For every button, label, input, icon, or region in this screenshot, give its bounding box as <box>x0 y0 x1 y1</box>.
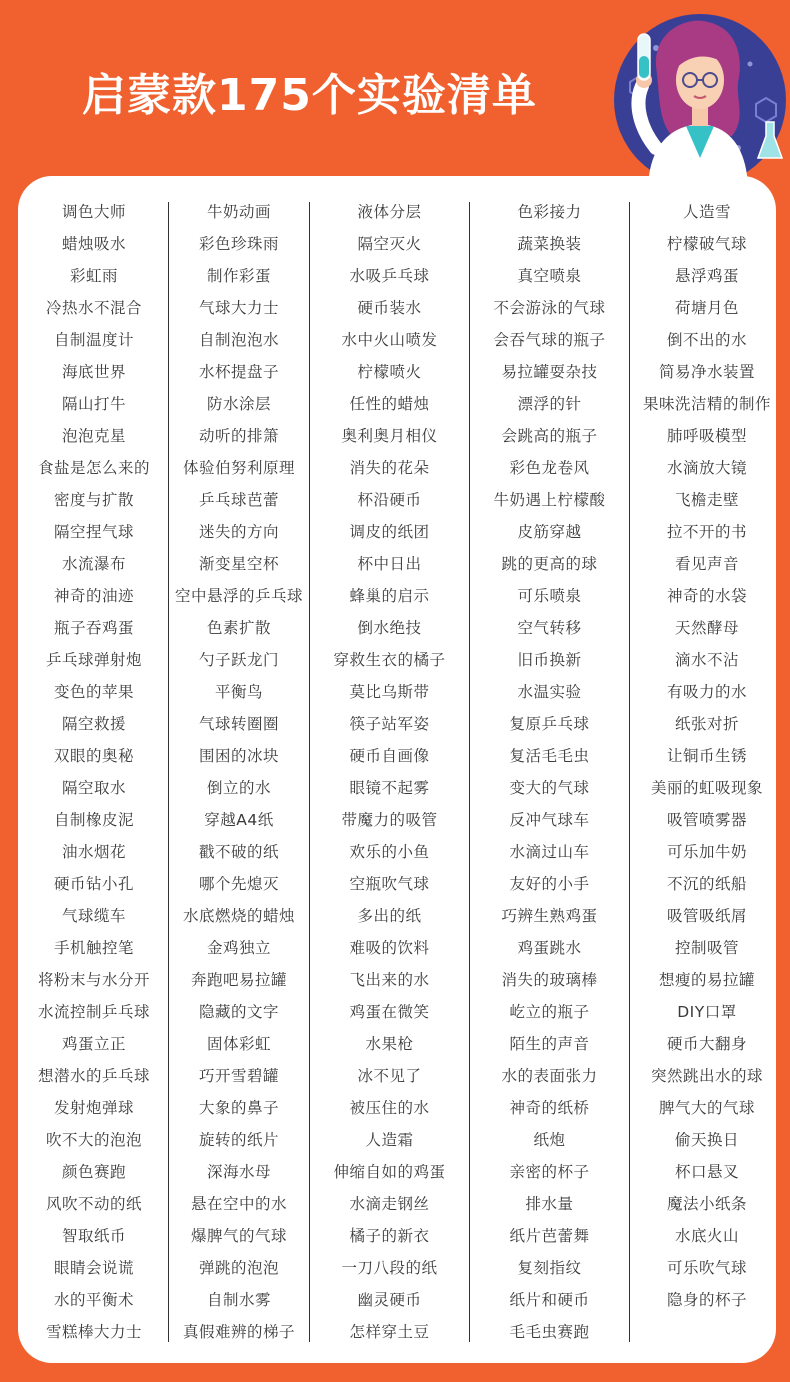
experiment-item: 奥利奥月相仪 <box>341 427 438 445</box>
experiment-item: 让铜币生锈 <box>666 747 747 765</box>
experiment-item: 蜡烛吸水 <box>61 235 126 253</box>
experiment-item: 飞出来的水 <box>349 971 430 989</box>
experiment-item: 巧开雪碧罐 <box>198 1067 279 1085</box>
experiment-item: 跳的更高的球 <box>501 555 598 573</box>
experiment-item: 哪个先熄灭 <box>198 875 279 893</box>
experiment-item: 调皮的纸团 <box>349 523 430 541</box>
experiment-item: 消失的玻璃棒 <box>501 971 598 989</box>
experiment-item: 空瓶吹气球 <box>349 875 430 893</box>
experiment-item: 迷失的方向 <box>198 523 279 541</box>
experiment-item: 智取纸币 <box>61 1227 126 1245</box>
experiment-item: 吸管吸纸屑 <box>666 907 747 925</box>
experiment-item: 真空喷泉 <box>517 267 582 285</box>
experiment-item: 冷热水不混合 <box>45 299 142 317</box>
experiment-column-5 <box>630 196 784 1348</box>
experiment-item: 隐藏的文字 <box>198 1003 279 1021</box>
experiment-item: 悬在空中的水 <box>190 1195 287 1213</box>
experiment-item: 莫比乌斯带 <box>349 683 430 701</box>
experiment-item: 脾气大的气球 <box>658 1099 755 1117</box>
experiment-item: 乒乓球弹射炮 <box>45 651 142 669</box>
experiment-item: 人造霜 <box>365 1131 414 1149</box>
experiment-item: 果味洗洁精的制作 <box>642 395 771 413</box>
experiment-item: 制作彩蛋 <box>206 267 271 285</box>
experiment-item: 神奇的油迹 <box>53 587 134 605</box>
experiment-item: 变色的苹果 <box>53 683 134 701</box>
experiment-item: 会吞气球的瓶子 <box>493 331 606 349</box>
experiment-item: 排水量 <box>525 1195 574 1213</box>
experiment-item: 真假难辨的梯子 <box>182 1323 295 1341</box>
experiment-item: 变大的气球 <box>509 779 590 797</box>
experiment-item: 被压住的水 <box>349 1099 430 1117</box>
experiment-item: 弹跳的泡泡 <box>198 1259 279 1277</box>
experiment-item: 滴水不沾 <box>674 651 739 669</box>
experiment-item: 风吹不动的纸 <box>45 1195 142 1213</box>
experiment-item: 一刀八段的纸 <box>341 1259 438 1277</box>
experiment-item: 倒不出的水 <box>666 331 747 349</box>
experiment-column-3 <box>310 196 469 1348</box>
experiment-item: 神奇的水袋 <box>666 587 747 605</box>
experiment-item: 冰不见了 <box>357 1067 422 1085</box>
scientist-with-test-tube-icon <box>560 8 790 186</box>
experiment-item: 颜色赛跑 <box>61 1163 126 1181</box>
experiment-item: 柠檬破气球 <box>666 235 747 253</box>
experiment-item: 发射炮弹球 <box>53 1099 134 1117</box>
experiment-item: 自制橡皮泥 <box>53 811 134 829</box>
experiment-item: 自制水雾 <box>206 1291 271 1309</box>
experiment-item: 蜂巢的启示 <box>349 587 430 605</box>
experiment-item: 纸片和硬币 <box>509 1291 590 1309</box>
experiment-item: 突然跳出水的球 <box>650 1067 763 1085</box>
experiment-item: 水滴走钢丝 <box>349 1195 430 1213</box>
experiment-item: 雪糕棒大力士 <box>45 1323 142 1341</box>
experiment-item: 色素扩散 <box>206 619 271 637</box>
experiment-item: 硬币自画像 <box>349 747 430 765</box>
experiment-item: 悬浮鸡蛋 <box>674 267 739 285</box>
experiment-item: 平衡鸟 <box>214 683 263 701</box>
experiment-item: 水杯提盘子 <box>198 363 279 381</box>
experiment-item: 多出的纸 <box>357 907 422 925</box>
experiment-item: 橘子的新衣 <box>349 1227 430 1245</box>
experiment-item: 难吸的饮料 <box>349 939 430 957</box>
experiment-item: 固体彩虹 <box>206 1035 271 1053</box>
experiment-item: 围困的冰块 <box>198 747 279 765</box>
experiment-item: 毛毛虫赛跑 <box>509 1323 590 1341</box>
experiment-item: 反冲气球车 <box>509 811 590 829</box>
experiment-item: 戳不破的纸 <box>198 843 279 861</box>
experiment-item: 气球转圈圈 <box>198 715 279 733</box>
experiment-item: 会跳高的瓶子 <box>501 427 598 445</box>
experiment-item: 水果枪 <box>365 1035 414 1053</box>
experiment-item: 人造雪 <box>682 203 731 221</box>
experiment-item: 易拉罐耍杂技 <box>501 363 598 381</box>
experiment-item: 油水烟花 <box>61 843 126 861</box>
experiment-item: 蔬菜换装 <box>517 235 582 253</box>
experiment-item: 屹立的瓶子 <box>509 1003 590 1021</box>
experiment-item: 水吸乒乓球 <box>349 267 430 285</box>
experiment-item: 飞檐走壁 <box>674 491 739 509</box>
experiment-item: 陌生的声音 <box>509 1035 590 1053</box>
experiment-item: 纸炮 <box>533 1131 566 1149</box>
experiment-item: 天然酵母 <box>674 619 739 637</box>
experiment-item: 金鸡独立 <box>206 939 271 957</box>
experiment-item: 杯沿硬币 <box>357 491 422 509</box>
experiment-item: 动听的排箫 <box>198 427 279 445</box>
experiment-item: 有吸力的水 <box>666 683 747 701</box>
experiment-item: 深海水母 <box>206 1163 271 1181</box>
experiment-item: 隔山打牛 <box>61 395 126 413</box>
experiment-item: 水的表面张力 <box>501 1067 598 1085</box>
experiment-item: 吹不大的泡泡 <box>45 1131 142 1149</box>
experiment-item: 倒立的水 <box>206 779 271 797</box>
experiment-item: 眼睛会说谎 <box>53 1259 134 1277</box>
experiment-item: 怎样穿土豆 <box>349 1323 430 1341</box>
experiment-column-4 <box>470 196 629 1348</box>
experiment-item: 眼镜不起雾 <box>349 779 430 797</box>
experiment-item: 隔空取水 <box>61 779 126 797</box>
experiment-item: 肺呼吸模型 <box>666 427 747 445</box>
experiment-item: 亲密的杯子 <box>509 1163 590 1181</box>
experiment-item: 水滴过山车 <box>509 843 590 861</box>
experiment-item: 倒水绝技 <box>357 619 422 637</box>
experiment-item: 鸡蛋立正 <box>61 1035 126 1053</box>
experiment-item: 空中悬浮的乒乓球 <box>174 587 303 605</box>
experiment-item: 水滴放大镜 <box>666 459 747 477</box>
experiment-item: 隔空救援 <box>61 715 126 733</box>
experiment-item: 气球缆车 <box>61 907 126 925</box>
experiment-item: 杯口悬叉 <box>674 1163 739 1181</box>
experiment-item: 食盐是怎么来的 <box>37 459 150 477</box>
experiment-item: 乒乓球芭蕾 <box>198 491 279 509</box>
experiment-item: 气球大力士 <box>198 299 279 317</box>
experiment-item: 硬币大翻身 <box>666 1035 747 1053</box>
experiment-item: 体验伯努利原理 <box>182 459 295 477</box>
experiment-item: 水流控制乒乓球 <box>37 1003 150 1021</box>
experiment-item: 漂浮的针 <box>517 395 582 413</box>
experiment-item: 魔法小纸条 <box>666 1195 747 1213</box>
experiment-item: 伸缩自如的鸡蛋 <box>333 1163 446 1181</box>
experiment-item: 硬币装水 <box>357 299 422 317</box>
experiment-item: 彩虹雨 <box>69 267 118 285</box>
experiment-item: 带魔力的吸管 <box>341 811 438 829</box>
experiment-item: 隐身的杯子 <box>666 1291 747 1309</box>
experiment-column-2 <box>169 196 309 1348</box>
experiment-item: 可乐吹气球 <box>666 1259 747 1277</box>
experiment-item: 可乐喷泉 <box>517 587 582 605</box>
experiment-item: 旋转的纸片 <box>198 1131 279 1149</box>
experiment-item: 瓶子吞鸡蛋 <box>53 619 134 637</box>
experiment-item: 水流瀑布 <box>61 555 126 573</box>
experiment-item: 不沉的纸船 <box>666 875 747 893</box>
experiment-item: 欢乐的小鱼 <box>349 843 430 861</box>
experiment-item: 复活毛毛虫 <box>509 747 590 765</box>
experiment-item: 手机触控笔 <box>53 939 134 957</box>
experiment-item: 想瘦的易拉罐 <box>658 971 755 989</box>
experiment-item: 纸片芭蕾舞 <box>509 1227 590 1245</box>
experiment-item: 牛奶遇上柠檬酸 <box>493 491 606 509</box>
experiment-item: 拉不开的书 <box>666 523 747 541</box>
experiment-item: 任性的蜡烛 <box>349 395 430 413</box>
experiment-item: 水温实验 <box>517 683 582 701</box>
experiment-item: 杯中日出 <box>357 555 422 573</box>
experiment-item: 水的平衡术 <box>53 1291 134 1309</box>
experiment-item: 隔空捏气球 <box>53 523 134 541</box>
experiment-item: 可乐加牛奶 <box>666 843 747 861</box>
experiment-item: 巧辨生熟鸡蛋 <box>501 907 598 925</box>
experiment-item: 幽灵硬币 <box>357 1291 422 1309</box>
experiment-item: 双眼的奥秘 <box>53 747 134 765</box>
experiment-item: 大象的鼻子 <box>198 1099 279 1117</box>
experiment-item: 穿越A4纸 <box>204 811 274 829</box>
experiment-item: 友好的小手 <box>509 875 590 893</box>
experiment-item: 勺子跃龙门 <box>198 651 279 669</box>
experiment-item: 调色大师 <box>61 203 126 221</box>
experiment-item: 柠檬喷火 <box>357 363 422 381</box>
experiment-item: 牛奶动画 <box>206 203 271 221</box>
experiment-item: 鸡蛋跳水 <box>517 939 582 957</box>
page-title: 启蒙款175个实验清单 <box>82 70 537 121</box>
experiment-item: 鸡蛋在微笑 <box>349 1003 430 1021</box>
experiment-item: 渐变星空杯 <box>198 555 279 573</box>
experiment-item: 硬币钻小孔 <box>53 875 134 893</box>
experiment-item: 自制温度计 <box>53 331 134 349</box>
experiment-item: 色彩接力 <box>517 203 582 221</box>
experiment-item: 水中火山喷发 <box>341 331 438 349</box>
experiment-item: 将粉末与水分开 <box>37 971 150 989</box>
experiment-item: 神奇的纸桥 <box>509 1099 590 1117</box>
experiment-item: 复刻指纹 <box>517 1259 582 1277</box>
experiment-item: 彩色珍珠雨 <box>198 235 279 253</box>
experiment-item: 想潜水的乒乓球 <box>37 1067 150 1085</box>
experiment-item: 吸管喷雾器 <box>666 811 747 829</box>
experiment-item: 海底世界 <box>61 363 126 381</box>
experiment-item: 控制吸管 <box>674 939 739 957</box>
experiment-item: 泡泡克星 <box>61 427 126 445</box>
experiment-item: 皮筋穿越 <box>517 523 582 541</box>
experiment-item: 隔空灭火 <box>357 235 422 253</box>
experiment-item: 看见声音 <box>674 555 739 573</box>
experiment-item: 不会游泳的气球 <box>493 299 606 317</box>
experiment-item: 偷天换日 <box>674 1131 739 1149</box>
experiment-item: DIY口罩 <box>677 1003 737 1021</box>
experiment-item: 爆脾气的气球 <box>190 1227 287 1245</box>
experiment-column-1 <box>20 196 168 1348</box>
experiment-item: 自制泡泡水 <box>198 331 279 349</box>
experiment-item: 密度与扩散 <box>53 491 134 509</box>
experiment-item: 防水涂层 <box>206 395 271 413</box>
experiment-item: 液体分层 <box>357 203 422 221</box>
experiment-item: 复原乒乓球 <box>509 715 590 733</box>
experiment-item: 空气转移 <box>517 619 582 637</box>
experiment-item: 美丽的虹吸现象 <box>650 779 763 797</box>
experiment-item: 水底火山 <box>674 1227 739 1245</box>
experiment-item: 纸张对折 <box>674 715 739 733</box>
experiment-item: 消失的花朵 <box>349 459 430 477</box>
experiment-item: 旧币换新 <box>517 651 582 669</box>
experiment-item: 筷子站军姿 <box>349 715 430 733</box>
experiment-item: 水底燃烧的蜡烛 <box>182 907 295 925</box>
experiment-item: 穿救生衣的橘子 <box>333 651 446 669</box>
experiment-item: 荷塘月色 <box>674 299 739 317</box>
experiment-item: 彩色龙卷风 <box>509 459 590 477</box>
experiment-item: 奔跑吧易拉罐 <box>190 971 287 989</box>
experiment-item: 简易净水装置 <box>658 363 755 381</box>
